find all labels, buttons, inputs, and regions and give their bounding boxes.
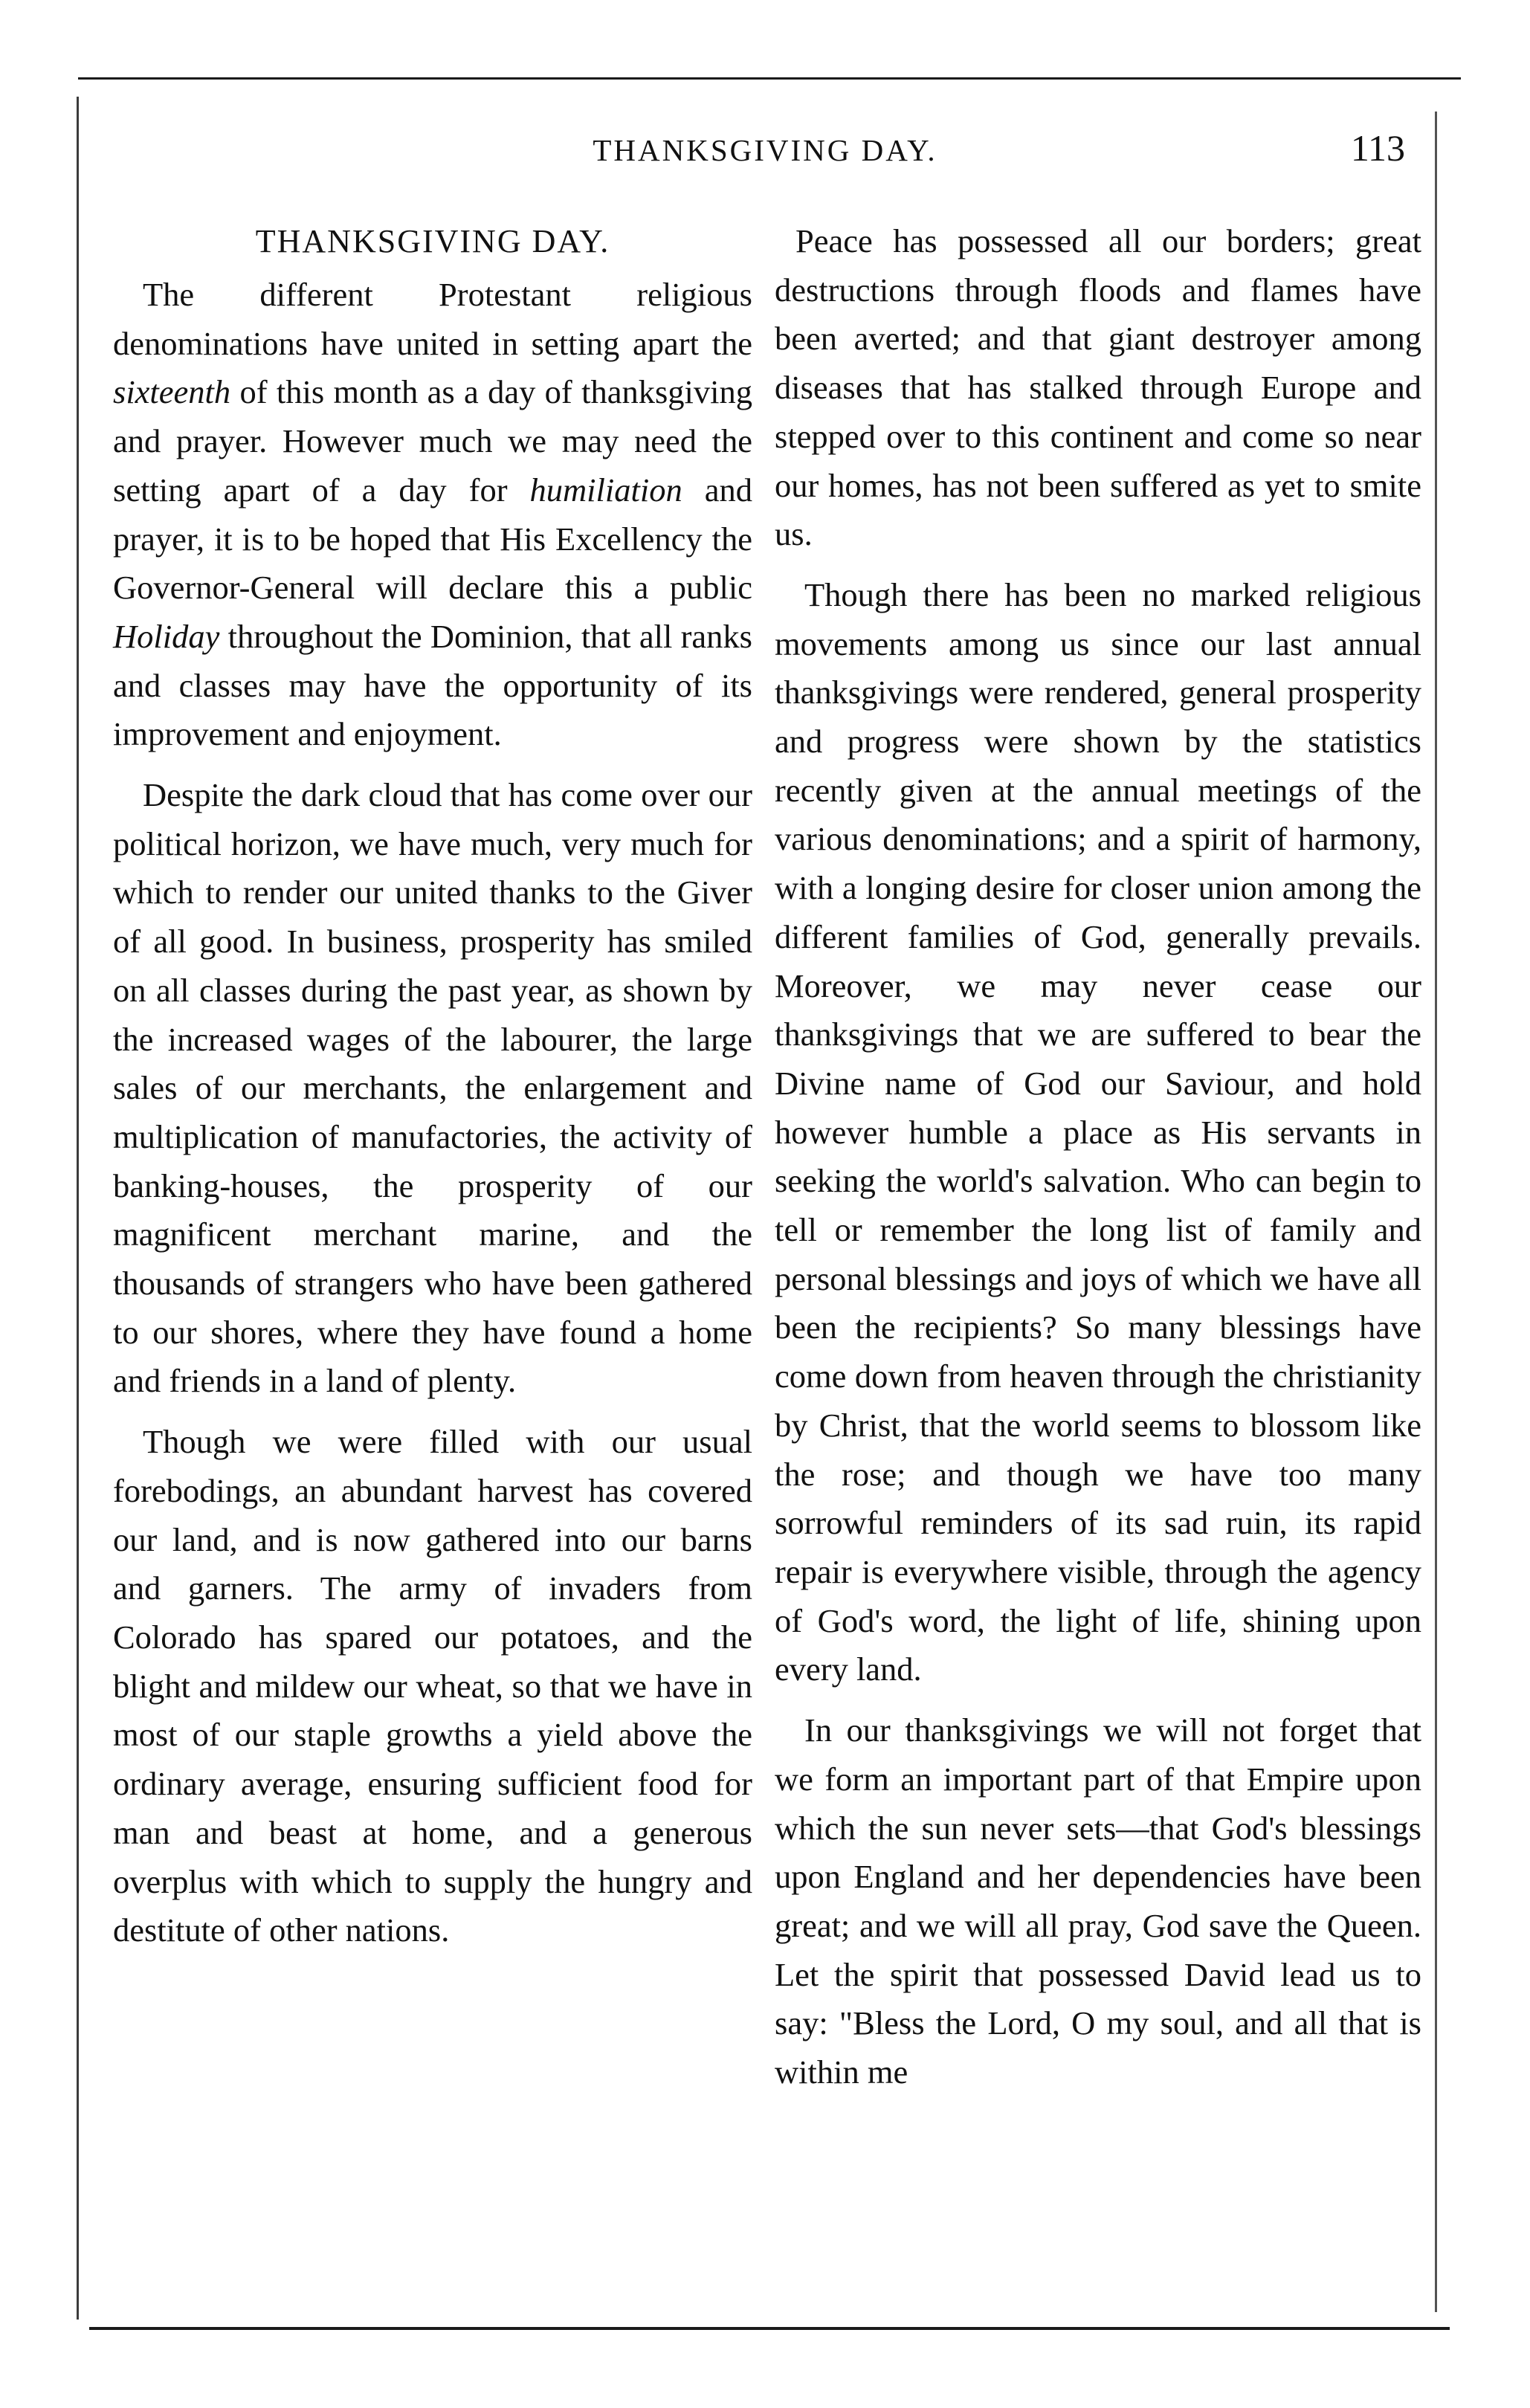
right-border-line: [1435, 112, 1437, 2312]
paragraph-1-text-d: throughout the Dominion, that all ranks and classes may have the opportunity of its improvement and enjoyment.: [113, 617, 752, 753]
emphasis-holiday: Holiday: [113, 617, 220, 655]
paragraph-1-text-a: The different Protestant religious denominations have united in setting apart the: [113, 276, 752, 362]
top-rule: [78, 77, 1461, 80]
paragraph-2: Despite the dark cloud that has come over our political horizon, we have much, very much for which to render our united thanks to the Giver of all good. In business, prosperity has smiled on all classes during the past year, as shown by the increased wages of the labourer, the large sales of our merchants, the enlargement and multiplication of manufactories, the activity of banking-houses, the prosperity of our magnificent merchant marine, and the thousands of strangers who have been gathered to our shores, where they have found a home and friends in a land of plenty.: [113, 776, 752, 1400]
paragraph-1-text-c: and prayer, it is to be hoped that His Excellency the Governor-General will declare this a public: [113, 471, 752, 607]
paragraph-6: In our thanksgivings we will not forget that we form an important part of that Empire upon which the sun never sets—that God's blessings upon England and her dependencies have been great; and we will all pray, God save the Queen. Let the spirit that possessed David lead us to say: "Bless the Lord, O my soul, and all that is within me: [775, 1711, 1421, 2091]
page-number: 113: [1350, 127, 1405, 169]
left-column: [113, 217, 752, 1967]
paragraph-3: Though we were filled with our usual forebodings, an abundant harvest has covered our land, and is now gathered into our barns and garners. The army of invaders from Colorado has spared our potatoes, and the blight and mildew our wheat, so that we have in most of our staple growths a yield above the ordinary average, ensuring sufficient food for man and beast at home, and a generous overplus with which to supply the hungry and destitute of other nations.: [113, 1423, 752, 1949]
article-title: THANKSGIVING DAY.: [255, 223, 610, 259]
paragraph-1-text-b: of this month as a day of thanksgiving and prayer. However much we may need the setting apart of a day for: [113, 373, 752, 509]
emphasis-humiliation: humiliation: [529, 471, 682, 509]
running-head: THANKSGIVING DAY.: [593, 133, 937, 167]
paragraph-5: Though there has been no marked religious movements among us since our last annual thanksgivings were rendered, general prosperity and progress were shown by the statistics recently given at the annual meetings of the various denominations; and a spirit of harmony, with a longing desire for closer union among the different families of God, generally prevails. Moreover, we may never cease our thanksgivings that we are suffered to bear the Divine name of God our Saviour, and hold however humble a place as His servants in seeking the world's salvation. Who can begin to tell or remember the long list of family and personal blessings and joys of which we have all been the recipients? So many blessings have come down from heaven through the christianity by Christ, that the world seems to blossom like the rose; and though we have too many sorrowful reminders of its sad ruin, its rapid repair is everywhere visible, through the agency of God's word, the light of life, shining upon every land.: [775, 575, 1421, 1688]
right-column: [775, 217, 1421, 2109]
left-border-line: [77, 97, 79, 2320]
emphasis-sixteenth: sixteenth: [113, 373, 231, 411]
paragraph-1: [113, 271, 752, 759]
bottom-rule: [89, 2327, 1450, 2330]
paragraph-4: Peace has possessed all our borders; great destructions through floods and flames have been averted; and that giant destroyer among diseases that has stalked through Europe and stepped over to this continent and come so near our homes, has not been suffered as yet to smite us.: [775, 222, 1421, 553]
